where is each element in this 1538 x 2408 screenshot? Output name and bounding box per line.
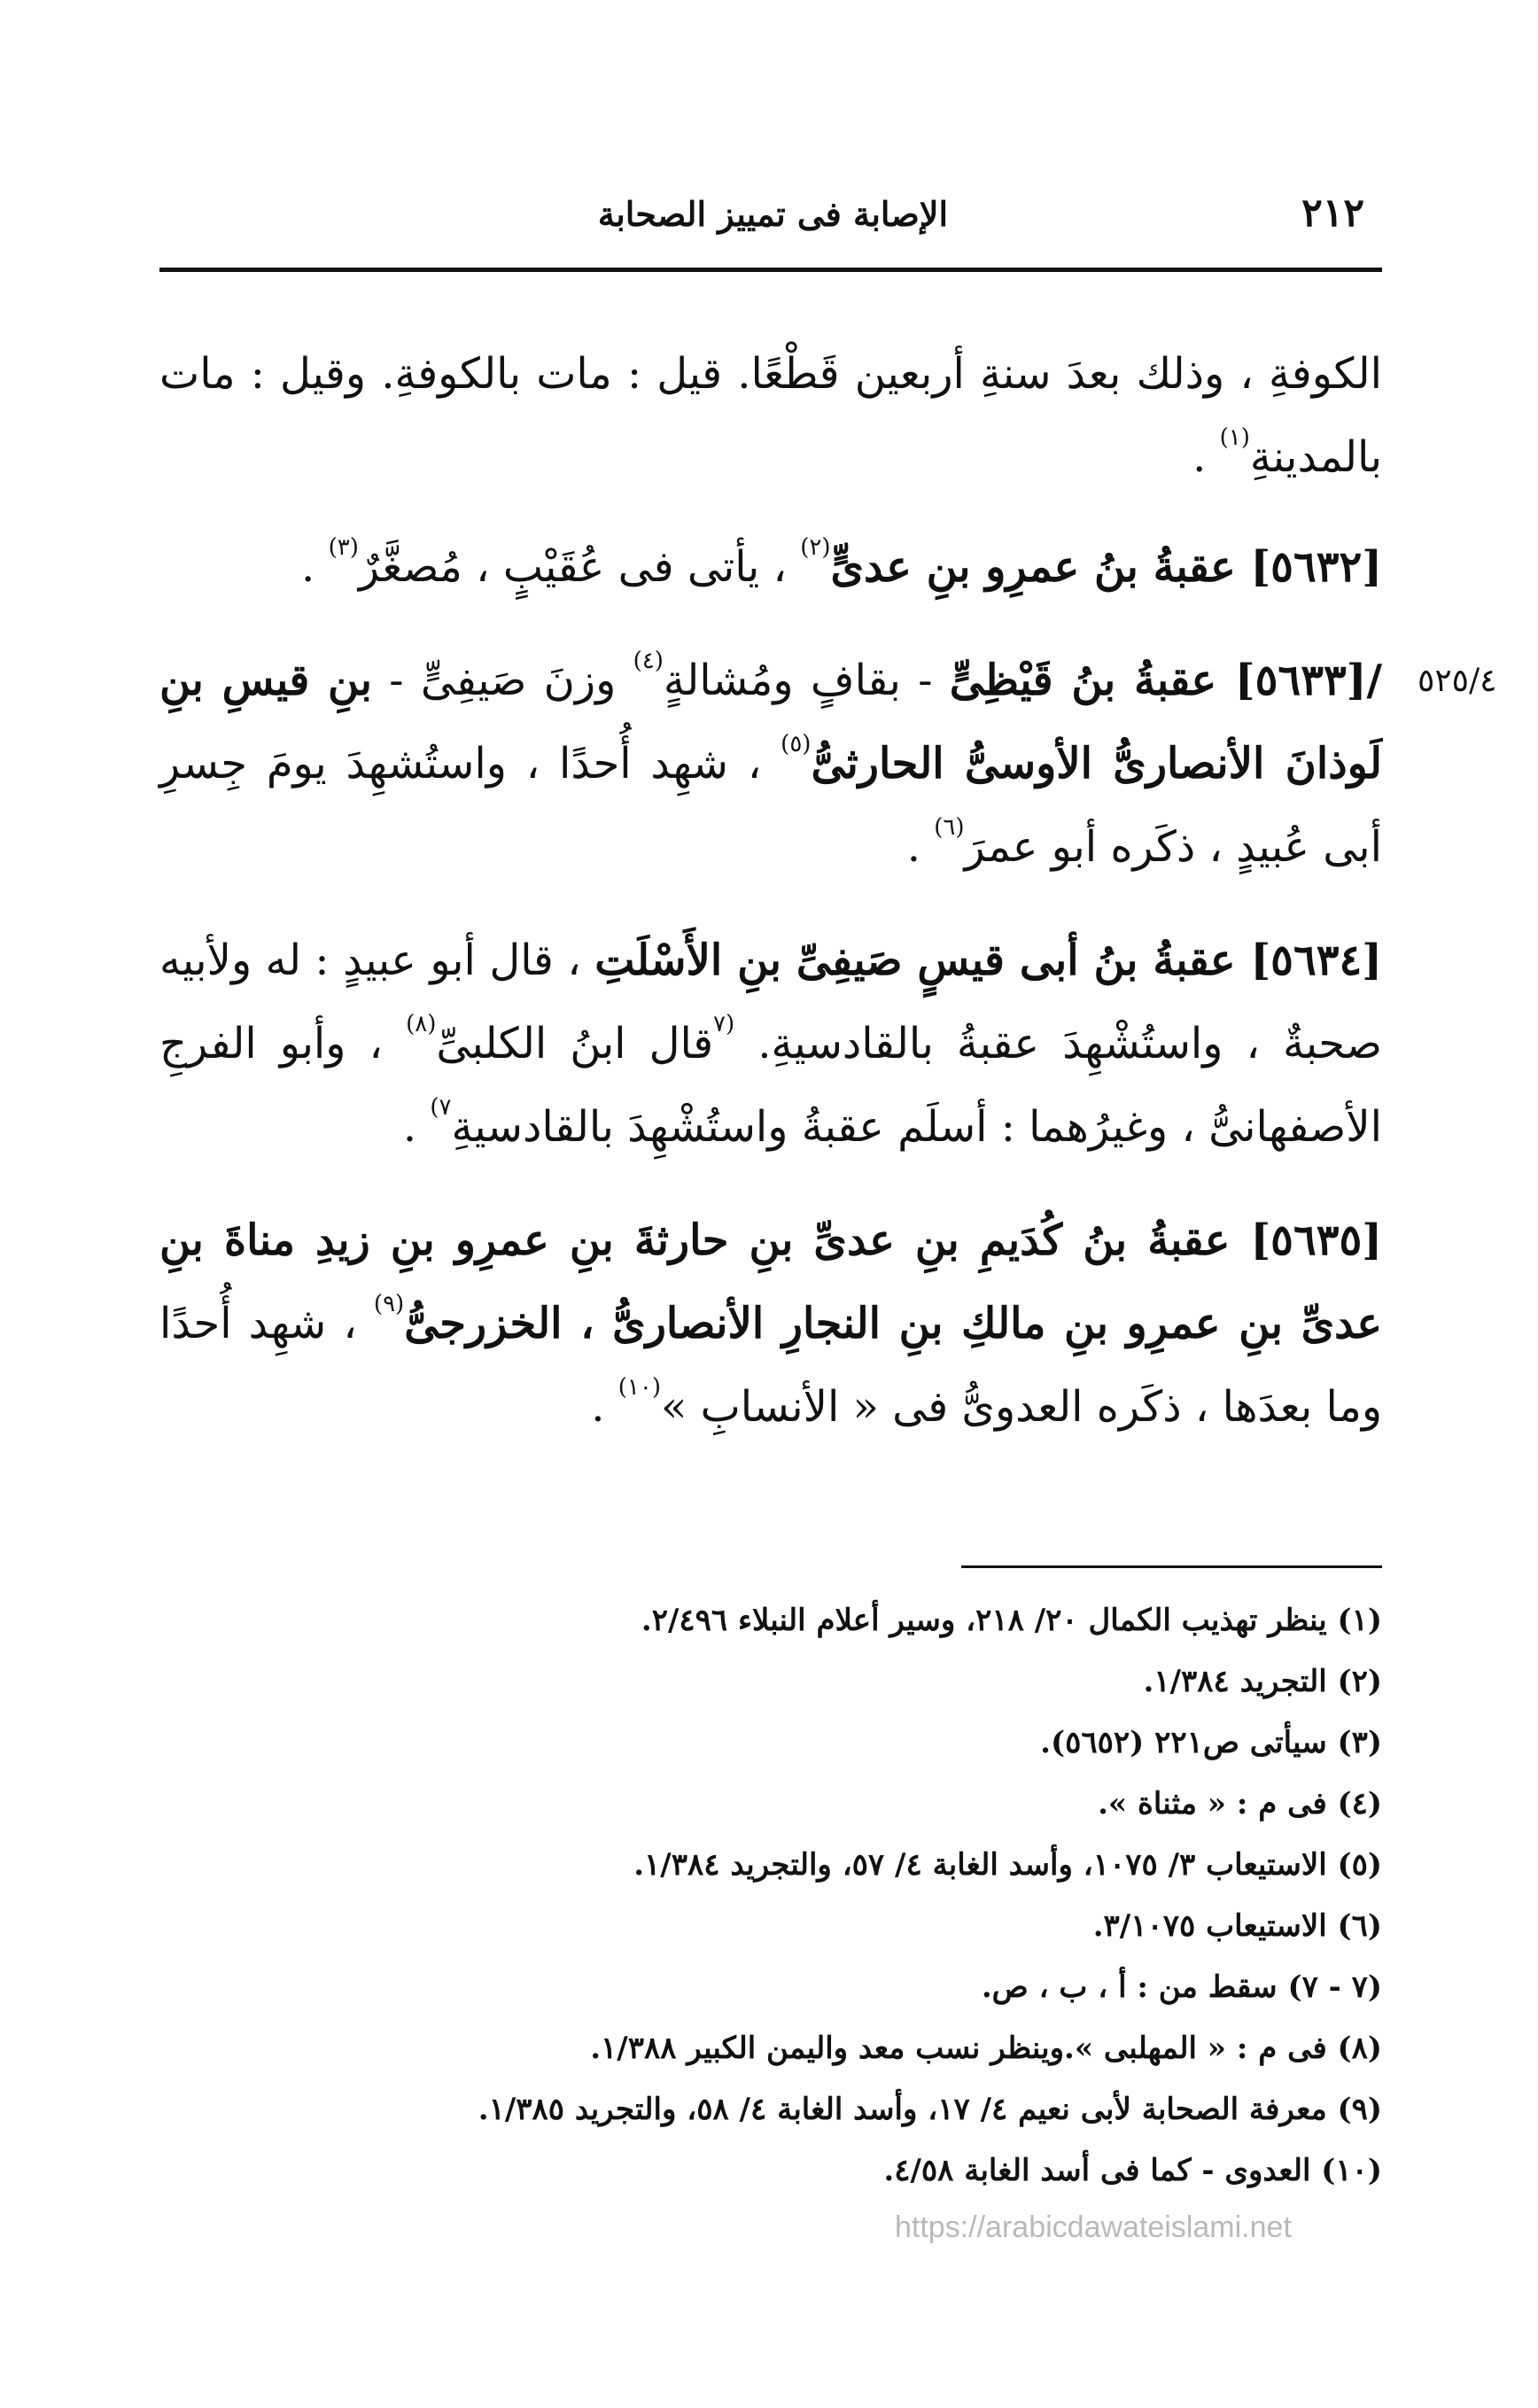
footnote-2: (٢) التجريد ١/٣٨٤. (1143, 1664, 1382, 1699)
entry-number: [٥٦٣٢] (1250, 542, 1382, 592)
footnote-1: (١) ينظر تهذيب الكمال ٢٠/ ٢١٨، وسير أعلام النبلاء ٢/٤٩٦. (641, 1603, 1382, 1638)
footnote-ref: (٢) (800, 534, 831, 561)
footnote-9: (٩) معرفة الصحابة لأبى نعيم ٤/ ١٧، وأسد الغابة ٤/ ٥٨، والتجريد ١/٣٨٥. (478, 2092, 1382, 2127)
footnote-5: (٥) الاستيعاب ٣/ ١٠٧٥، وأسد الغابة ٤/ ٥٧، والتجريد ١/٣٨٤. (633, 1847, 1382, 1883)
entry-text: قال ابنُ الكلبىِّ (436, 1019, 714, 1068)
footnote-ref: (٧ (713, 1011, 735, 1037)
entry-text: ، وأبو الفرجِ الأصفهانىُّ ، وغيرُهما : أسلَم عقبةُ واستُشْهِدَ بالقادسيةِ (159, 1019, 1382, 1152)
footnote-4: (٤) فى م : « مثناة ». (1098, 1786, 1382, 1822)
running-title: الإصابة فى تمييز الصحابة (597, 194, 948, 234)
watermark: https://arabicdawateislami.net (895, 2210, 1292, 2244)
footnote-10: (١٠) العدوى - كما فى أسد الغابة ٤/٥٨. (883, 2153, 1382, 2188)
entry-text: . (301, 542, 329, 592)
paragraph-text: الكوفةِ ، وذلك بعدَ سنةِ أربعين قَطْعًا. قيل : مات بالكوفةِ. وقيل : مات بالمدينةِ (159, 349, 1382, 482)
footnote-ref: (٦) (934, 814, 965, 841)
entry-text: ، شهِد أُحدًا وما بعدَها ، ذكَره العدوىُّ فى « الأنسابِ » (159, 1299, 1382, 1432)
entry-text: . (402, 1102, 431, 1152)
entry-number: [٥٦٣٥] (1250, 1216, 1382, 1265)
entry-number: [٥٦٣٤] (1250, 936, 1383, 985)
footnote-ref: (٨) (406, 1011, 437, 1037)
footnote-3: (٣) سيأتى ص٢٢١ (٥٦٥٢). (1040, 1725, 1382, 1760)
footnote-7: (٧ - ٧) سقط من : أ ، ب ، ص. (981, 1969, 1382, 2005)
entry-name: عقبةُ بنُ قَيْظِىٍّ (949, 656, 1235, 705)
entry-text: ، قال أبو عبيدٍ : له ولأبيه صحبةٌ ، واستُشْهِدَ عقبةُ بالقادسيةِ. (159, 936, 1383, 1068)
entry-number: /[٥٦٣٣] (1234, 656, 1383, 705)
page-header (159, 190, 1382, 252)
margin-reference: ٥٢٥/٤ (1418, 663, 1497, 699)
header-rule (159, 268, 1382, 272)
entry-name: بنِ قيسِ بنِ لَوذانَ الأنصارىُّ الأوسىُّ الحارثىُّ (159, 656, 1383, 788)
paragraph-continuation (159, 332, 1382, 499)
footnote-ref: (١٠) (618, 1374, 661, 1401)
footnote-ref: (٣) (328, 534, 359, 561)
entry-text: ، شهِد أُحدًا ، واستُشهِدَ يومَ جِسرِ أبى عُبيدٍ ، ذكَره أبو عمرَ (159, 739, 1382, 872)
page-number: ٢١٢ (1301, 190, 1364, 236)
entry-5633 (159, 639, 1382, 889)
footnotes (159, 1590, 1382, 2202)
entry-5632 (159, 525, 1382, 609)
entry-5635 (159, 1199, 1382, 1449)
entry-text: - بقافٍ ومُشالةٍ (663, 656, 950, 705)
footnote-ref: (٤) (633, 648, 664, 674)
entry-5634 (159, 919, 1382, 1169)
footnote-ref: (٩) (373, 1291, 405, 1317)
footnote-8: (٨) فى م : « المهلبى ».وينظر نسب معد واليمن الكبير ١/٣٨٨. (590, 2031, 1382, 2066)
footnote-ref: (٥) (781, 731, 812, 757)
footnote-ref: ٧) (430, 1094, 452, 1121)
entry-text: . (591, 1382, 618, 1432)
entry-text: ، يأتى فى عُقَيْبٍ ، مُصغَّرٌ (358, 542, 801, 592)
entry-name: عقبةُ بنُ عمرِو بنِ عدىٍّ (830, 542, 1251, 592)
paragraph-text: . (1192, 432, 1220, 482)
main-text (159, 332, 1382, 1479)
entry-name: عقبةُ بنُ أبى قيسٍ صَيفِىِّ بنِ الأَسْلَتِ (594, 936, 1251, 985)
entry-text: . (906, 822, 935, 872)
footnote-6: (٦) الاستيعاب ٣/١٠٧٥. (1092, 1908, 1382, 1944)
footnote-rule (961, 1565, 1382, 1568)
entry-text: وزنَ صَيفِىٍّ - (371, 656, 633, 705)
entry-name: عقبةُ بنُ كُدَيمِ بنِ عدىِّ بنِ حارثةَ بنِ عمرِو بنِ زيدِ مناةَ بنِ عدىِّ بنِ عمرِو بنِ مالكِ بنِ النجارِ الأنصارىُّ ، الخزرجىُّ (159, 1216, 1382, 1348)
footnote-ref: (١) (1219, 424, 1250, 451)
